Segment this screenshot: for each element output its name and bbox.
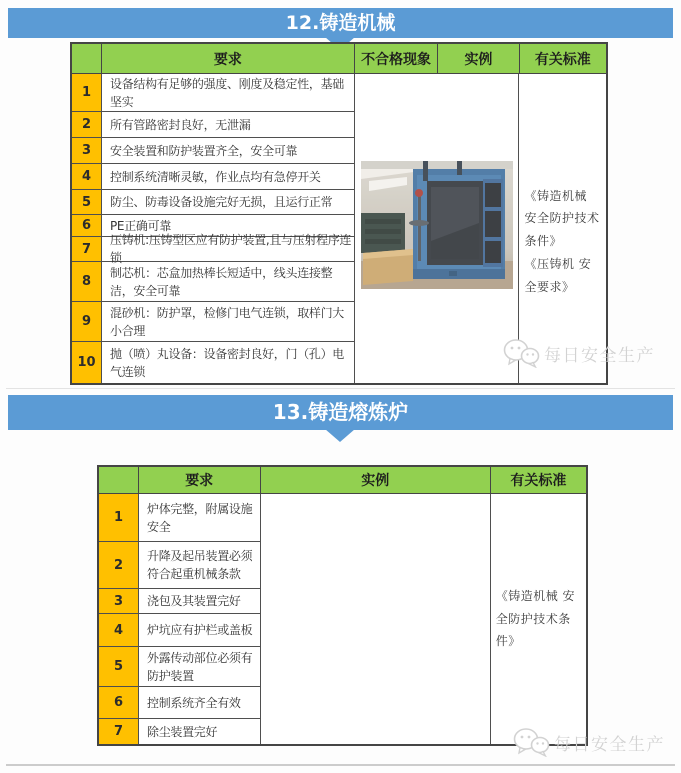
- banner-arrow-icon: [325, 429, 355, 442]
- header-number: [99, 467, 139, 493]
- row-number: 3: [99, 589, 139, 613]
- section-12-title: 12.铸造机械: [285, 12, 396, 34]
- section-13-title: 13.铸造熔炼炉: [272, 400, 409, 424]
- standard-item: 《铸造机械 安全防护技术条件》: [495, 588, 576, 649]
- table-row: [99, 614, 260, 647]
- requirement-text: 炉体完整，附属设施安全: [147, 501, 253, 534]
- requirement-text: 升降及起吊装置必须符合起重机械条款: [147, 549, 253, 581]
- requirement-text: 控制系统清晰灵敏，作业点均有急停开关: [110, 169, 321, 184]
- requirement-text: 炉坑应有护栏或盖板: [147, 623, 253, 637]
- requirement-text: 所有管路密封良好，无泄漏: [110, 117, 251, 132]
- example-cell: [261, 494, 491, 744]
- table-body: [72, 74, 606, 383]
- watermark-text: 每日安全生产: [554, 734, 665, 755]
- table-row: [72, 164, 354, 190]
- requirement-text: 外露传动部位必须有防护装置: [147, 650, 253, 683]
- requirement-rows: [99, 494, 261, 744]
- watermark: [512, 727, 665, 757]
- header-standard: 有关标准: [534, 51, 591, 68]
- header-example: 实例: [261, 467, 491, 493]
- row-number: 4: [72, 164, 102, 189]
- row-number: 5: [72, 190, 102, 214]
- standards-cell: [491, 494, 586, 744]
- wechat-icon: [502, 338, 540, 368]
- requirement-text: 除尘装置完好: [147, 724, 218, 739]
- requirement-rows: [72, 74, 355, 383]
- table-row: [72, 74, 354, 112]
- wechat-icon: [512, 727, 550, 757]
- table-row: [99, 494, 260, 542]
- table-row: [72, 190, 354, 215]
- standards-cell: [519, 74, 606, 383]
- header-number: [72, 44, 102, 73]
- row-number: 2: [99, 542, 139, 588]
- section-13-banner: [8, 395, 673, 430]
- requirement-text: 抛（喷）丸设备：设备密封良好，门（孔）电气连锁: [110, 346, 345, 379]
- header-requirement: 要求: [102, 44, 355, 73]
- table-body: [99, 494, 586, 744]
- section-12-banner: [8, 8, 673, 38]
- requirement-text: 控制系统齐全有效: [147, 695, 241, 710]
- row-number: 1: [99, 494, 139, 541]
- requirement-text: 设备结构有足够的强度、刚度及稳定性，基础坚实: [110, 76, 345, 109]
- requirement-text: 混砂机：防护罩，检修门电气连锁，取样门大小合理: [110, 305, 345, 338]
- table-row: [72, 138, 354, 164]
- watermark: [502, 338, 655, 368]
- requirement-text: PE正确可靠: [110, 218, 172, 233]
- table-row: [99, 719, 260, 744]
- table-row: [99, 647, 260, 687]
- table-row: [99, 589, 260, 614]
- row-number: 2: [72, 112, 102, 137]
- header-defect: 不合格现象: [355, 44, 438, 73]
- requirement-text: 防尘、防毒设备设施完好无损，且运行正常: [110, 195, 333, 209]
- row-number: 6: [99, 687, 139, 718]
- row-number: 7: [99, 719, 139, 744]
- table-row: [99, 687, 260, 719]
- melting-furnace-table: [97, 465, 588, 746]
- header-example: 实例: [438, 44, 519, 73]
- requirement-text: 压铸机:压铸型区应有防护装置,且与压射程序连锁: [110, 233, 352, 265]
- header-standard: 有关标准: [510, 473, 567, 489]
- row-number: 10: [72, 342, 102, 383]
- shot-blasting-machine-photo: [361, 161, 513, 289]
- row-number: 3: [72, 138, 102, 163]
- table-row: [99, 542, 260, 589]
- row-number: 1: [72, 74, 102, 111]
- row-number: 9: [72, 302, 102, 341]
- table-header-row: [72, 44, 606, 74]
- row-number: 7: [72, 237, 102, 261]
- casting-machinery-table: [70, 42, 608, 385]
- requirement-text: 安全装置和防护装置齐全，安全可靠: [110, 143, 298, 158]
- requirement-text: 浇包及其装置完好: [147, 594, 241, 608]
- row-number: 4: [99, 614, 139, 646]
- header-requirement: 要求: [139, 467, 261, 493]
- row-number: 6: [72, 215, 102, 236]
- table-row: [72, 233, 354, 265]
- watermark-text: 每日安全生产: [544, 345, 655, 366]
- table-row: [72, 262, 354, 302]
- standard-item: 《压铸机 安全要求》: [524, 256, 592, 294]
- section-divider: [6, 388, 675, 389]
- row-number: 8: [72, 262, 102, 301]
- requirement-text: 制芯机：芯盒加热棒长短适中，线头连接整洁，安全可靠: [110, 265, 333, 298]
- table-row: [72, 342, 354, 383]
- row-number: 5: [99, 647, 139, 686]
- bottom-divider: [6, 764, 675, 766]
- standard-item: 《铸造机械 安全防护技术条件》: [524, 188, 600, 249]
- table-header-row: [99, 467, 586, 494]
- example-cell: [355, 74, 519, 383]
- table-row: [72, 302, 354, 342]
- table-row: [72, 112, 354, 138]
